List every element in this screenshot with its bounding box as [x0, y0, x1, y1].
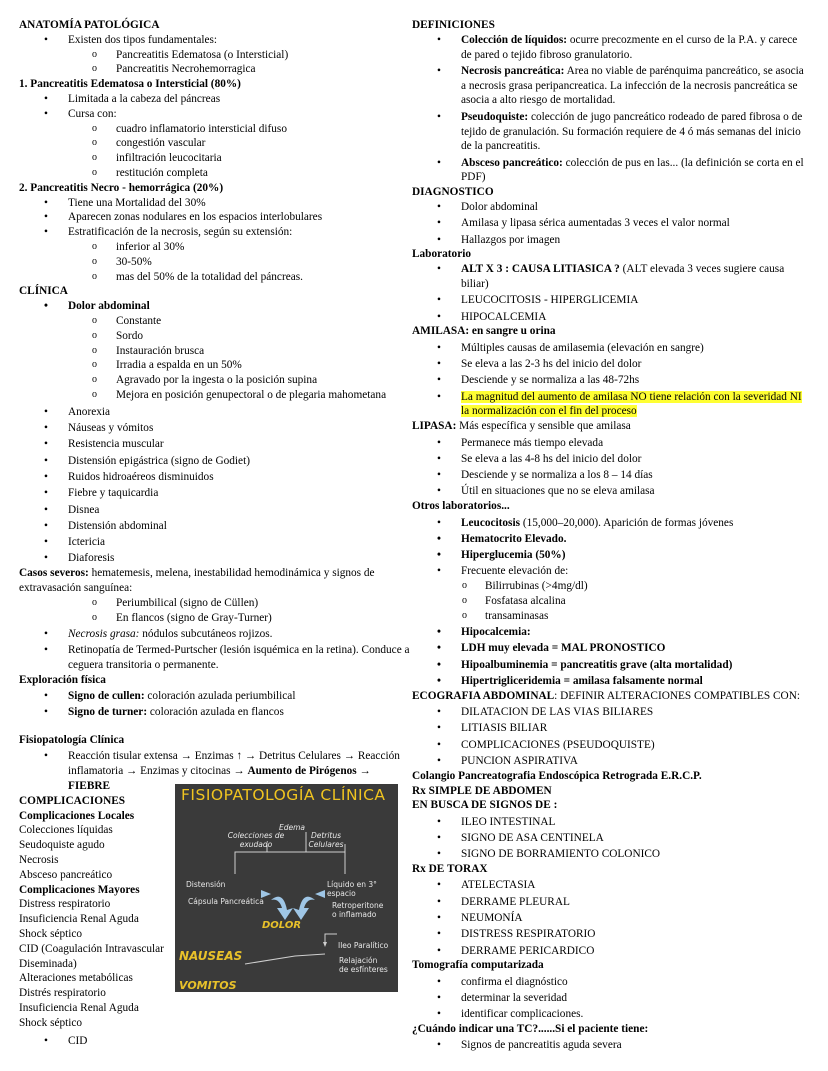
list-item: • Náuseas y vómitos [19, 421, 411, 436]
figure-label-liquido: Líquido en 3° espacio [327, 880, 377, 898]
list-item: • SIGNO DE BORRAMIENTO COLONICO [412, 847, 810, 862]
lipasa-line [412, 419, 810, 434]
list-item: o Fosfatasa alcalina [412, 594, 810, 609]
list-item: • Amilasa y lipasa sérica aumentadas 3 veces el valor normal [412, 216, 810, 231]
turner-label: Signo de turner: [68, 706, 148, 719]
list-item: o Instauración brusca [19, 344, 411, 359]
list-item: • Aparecen zonas nodulares en los espacios interlobulares [19, 210, 411, 225]
list-item: • Se eleva a las 4-8 hs del inicio del dolor [412, 452, 810, 467]
fisiopatologia-text: Reacción tisular extensa → Enzimas ↑ → Detritus Celulares → Reacción inflamatoria → Enzimas y citocinas → [68, 750, 400, 778]
list-item: • Anorexia [19, 405, 411, 420]
list-item: • Permanece más tiempo elevada [412, 436, 810, 451]
list-item: • DISTRESS RESPIRATORIO [412, 927, 810, 942]
list-item: o 30-50% [19, 255, 411, 270]
highlighted-text: La magnitud del aumento de amilasa NO tiene relación con la severidad NI la normalización con el fin del proceso [461, 390, 802, 418]
tomografia-heading: Tomografía computarizada [412, 959, 544, 972]
list-item [19, 705, 411, 720]
list-item: o inferior al 30% [19, 240, 411, 255]
list-item: o restitución completa [19, 166, 411, 181]
right-column [412, 18, 810, 1053]
figure-label-ileo: Ileo Paralítico [338, 941, 389, 950]
list-item: • PUNCION ASPIRATIVA [412, 754, 810, 769]
list-item: • Distensión epigástrica (signo de Godiet) [19, 454, 411, 469]
list-item: Seudoquiste agudo [19, 839, 105, 852]
figure-label-detritus: Detritus Celulares [308, 831, 344, 849]
laboratorio-heading: Laboratorio [412, 248, 471, 261]
list-item: • Múltiples causas de amilasemia (elevación en sangre) [412, 341, 810, 356]
rx-abdomen-heading: Rx SIMPLE DE ABDOMEN [412, 784, 552, 797]
ecografia-label: ECOGRAFIA ABDOMINAL [412, 689, 555, 702]
list-item: • LEUCOCITOSIS - HIPERGLICEMIA [412, 293, 810, 308]
list-item: Colecciones líquidas [19, 824, 113, 837]
list-item: o Agravado por la ingesta o la posición supina [19, 373, 411, 388]
connector-line [235, 852, 267, 874]
list-item: o Mejora en posición genupectoral o de plegaria mahometana [19, 388, 411, 403]
list-item: • DERRAME PERICARDICO [412, 944, 810, 959]
list-item: Distrés respiratorio [19, 987, 106, 1000]
list-item: o Periumbilical (signo de Cüllen) [19, 596, 411, 611]
def-text: colección de jugo pancreático rodeado de pared fibrosa o de tejido de granulación. Su formación requiere de 4 ó más semanas del inicio de la pancreatitis. [461, 110, 803, 153]
list-item: o transaminasas [412, 609, 810, 624]
complicaciones-heading: COMPLICACIONES [19, 794, 126, 807]
list-item: • identificar complicaciones. [412, 1007, 810, 1022]
list-item: • DERRAME PLEURAL [412, 895, 810, 910]
leucocitosis-text: (15,000–20,000). Aparición de formas jóvenes [520, 516, 734, 529]
arrow-right [293, 897, 315, 920]
exploracion-heading: Exploración física [19, 673, 106, 686]
def-text: colección de pus en las... (la definición se corta en el PDF) [461, 156, 804, 184]
list-item: Shock séptico [19, 928, 83, 941]
figure-label-dolor: DOLOR [262, 920, 302, 931]
connector-line [245, 954, 325, 964]
rx-abdomen-subheading: EN BUSCA DE SIGNOS DE : [412, 799, 558, 812]
list-item: • Dolor abdominal [19, 299, 411, 314]
figure-label-vomitos: VOMITOS [179, 979, 237, 992]
list-item: • Hipocalcemia: [412, 625, 810, 640]
def-text: Area no viable de parénquima pancreático, se asocia a necrosis grasa peripancreatica. La infección de la necrosis pancreática se asocia a alto riesgo de mortalidad. [461, 64, 804, 107]
list-item: Insuficiencia Renal Aguda [19, 913, 139, 926]
def-label: Pseudoquiste: [461, 110, 529, 123]
list-item [412, 110, 810, 154]
list-item: • determinar la severidad [412, 991, 810, 1006]
arrow-small-right [315, 890, 325, 898]
necrosis-grasa-label: Necrosis grasa: [68, 627, 140, 640]
list-item: • Signos de pancreatitis aguda severa [412, 1038, 810, 1053]
list-item: • Frecuente elevación de: [412, 564, 810, 579]
list-item: Shock séptico [19, 1016, 83, 1029]
list-item: • Retinopatía de Termed-Purtscher (lesión isquémica en la retina). Conduce a ceguera transitoria o permanente. [19, 643, 411, 673]
necrohemorragica-heading: 2. Pancreatitis Necro - hemorrágica (20%) [19, 181, 224, 194]
cullen-label: Signo de cullen: [68, 690, 145, 703]
anatomia-heading: ANATOMÍA PATOLÓGICA [19, 19, 160, 31]
list-item: • Tiene una Mortalidad del 30% [19, 196, 411, 211]
arrow-head [323, 942, 327, 947]
list-item [412, 33, 810, 63]
list-item: Necrosis [19, 854, 59, 867]
casos-severos-text: hematemesis, melena, inestabilidad hemodinámica y signos de extravasación sanguínea: [19, 567, 375, 594]
def-label: Colección de líquidos: [461, 33, 568, 46]
list-item: • COMPLICACIONES (PSEUDOQUISTE) [412, 738, 810, 753]
casos-severos [19, 566, 411, 596]
ecografia-text: : DEFINIR ALTERACIONES COMPATIBLES CON: [554, 689, 801, 702]
list-item: • HIPOCALCEMIA [412, 310, 810, 325]
figure-label-retroperitoneo: Retroperitone o inflamado [332, 901, 384, 919]
list-item: • Dolor abdominal [412, 200, 810, 215]
list-item: • SIGNO DE ASA CENTINELA [412, 831, 810, 846]
list-item: • ATELECTASIA [412, 878, 810, 893]
list-item: o En flancos (signo de Gray-Turner) [19, 611, 411, 626]
list-item: • NEUMONÍA [412, 911, 810, 926]
def-label: Absceso pancreático: [461, 156, 563, 169]
list-item: Absceso pancreático [19, 868, 113, 881]
list-item: • Existen dos tipos fundamentales: [19, 33, 411, 48]
list-item: o Bilirrubinas (>4mg/dl) [412, 579, 810, 594]
list-item: o infiltración leucocitaria [19, 151, 411, 166]
list-item: Alteraciones metabólicas [19, 972, 133, 985]
list-item: • Hiperglucemia (50%) [412, 548, 810, 563]
list-item [412, 64, 810, 108]
leucocitosis-label: Leucocitosis [461, 516, 520, 529]
rx-torax-heading: Rx DE TORAX [412, 863, 488, 876]
list-item: • Ictericia [19, 535, 411, 550]
fisiopatologia-bold: Aumento de Pirógenos → FIEBRE [68, 765, 371, 793]
tc-question: ¿Cuándo indicar una TC?......Si el paciente tiene: [412, 1023, 649, 1035]
figure-title: FISIOPATOLOGÍA CLÍNICA [181, 786, 386, 804]
list-item: o Constante [19, 314, 411, 329]
list-item: o cuadro inflamatorio intersticial difuso [19, 122, 411, 137]
lipasa-label: LIPASA: [412, 420, 457, 433]
list-item: • Estratificación de la necrosis, según su extensión: [19, 225, 411, 240]
amilasa-heading: AMILASA: en sangre u orina [412, 325, 556, 338]
arrow-left [271, 897, 293, 920]
figure-label-capsula: Cápsula Pancreática [188, 897, 264, 906]
list-item: • LITIASIS BILIAR [412, 721, 810, 736]
def-text: ocurre precozmente en el curso de la P.A. y carece de pared o tejido fibroso granulatorio. [461, 33, 798, 61]
turner-text: coloración azulada en flancos [147, 706, 284, 719]
list-item: o congestión vascular [19, 136, 411, 151]
list-item [412, 516, 810, 531]
list-item: • Hematocrito Elevado. [412, 532, 810, 547]
edematosa-heading: 1. Pancreatitis Edematosa o Intersticial (80%) [19, 78, 241, 91]
list-item: • Hipoalbuminemia = pancreatitis grave (alta mortalidad) [412, 658, 810, 673]
list-item: • ILEO INTESTINAL [412, 815, 810, 830]
ercp-heading: Colangio Pancreatografia Endoscópica Retrograda E.R.C.P. [412, 769, 702, 782]
list-item: • DILATACION DE LAS VIAS BILIARES [412, 705, 810, 720]
list-item: • LDH muy elevada = MAL PRONOSTICO [412, 641, 810, 656]
list-item: • Resistencia muscular [19, 437, 411, 452]
list-item: o mas del 50% de la totalidad del páncreas. [19, 270, 411, 285]
figure-label-colecciones: Colecciones de exudado [227, 831, 285, 849]
necrosis-grasa-text: nódulos subcutáneos rojizos. [139, 627, 273, 640]
list-item: • Ruidos hidroaéreos disminuidos [19, 470, 411, 485]
list-item [412, 390, 810, 420]
list-item: • Cursa con: [19, 107, 411, 122]
list-item: o Pancreatitis Edematosa (o Intersticial) [19, 48, 411, 63]
list-item: o Irradia a espalda en un 50% [19, 358, 411, 373]
complicaciones-locales-heading: Complicaciones Locales [19, 809, 135, 822]
figure-label-relajacion: Relajación de esfínteres [339, 956, 388, 974]
list-item [412, 262, 810, 292]
list-item [19, 627, 411, 642]
list-item: • Distensión abdominal [19, 519, 411, 534]
list-item: o Pancreatitis Necrohemorragica [19, 62, 411, 77]
list-item [412, 156, 810, 186]
figure-label-distension: Distensión [186, 880, 226, 889]
casos-severos-label: Casos severos: [19, 567, 89, 580]
list-item: • confirma el diagnóstico [412, 975, 810, 990]
list-item: • Diaforesis [19, 551, 411, 566]
list-item: • Hipertrigliceridemia = amilasa falsamente normal [412, 674, 810, 689]
cullen-text: coloración azulada periumbilical [144, 690, 296, 703]
list-item: • Disnea [19, 503, 411, 518]
list-item: • Limitada a la cabeza del páncreas [19, 92, 411, 107]
list-item: • CID [19, 1034, 174, 1049]
diagnostico-heading: DIAGNOSTICO [412, 186, 494, 199]
lab-label: ALT X 3 : CAUSA LITIASICA ? [461, 263, 620, 276]
list-item: • Se eleva a las 2-3 hs del inicio del dolor [412, 357, 810, 372]
fisiopatologia-heading: Fisiopatología Clínica [19, 734, 125, 747]
list-item [19, 689, 411, 704]
lab-text: (ALT elevada 3 veces sugiere causa biliar) [461, 263, 785, 291]
otros-lab-heading: Otros laboratorios... [412, 500, 510, 513]
list-item: • Desciende y se normaliza a las 48-72hs [412, 373, 810, 388]
list-item: • Fiebre y taquicardia [19, 486, 411, 501]
fisiopatologia-figure [175, 784, 398, 992]
definiciones-heading: DEFINICIONES [412, 19, 495, 31]
list-item: • Hallazgos por imagen [412, 233, 810, 248]
clinica-heading: CLÍNICA [19, 285, 68, 298]
ecografia-line [412, 689, 810, 704]
figure-label-nauseas: NAUSEAS [179, 949, 243, 963]
list-item: o Sordo [19, 329, 411, 344]
list-item: Distress respiratorio [19, 898, 111, 911]
lipasa-text: Más específica y sensible que amilasa [456, 420, 631, 433]
list-item: CID (Coagulación Intravascular Diseminada) [19, 942, 164, 970]
list-item: • Desciende y se normaliza a los 8 – 14 días [412, 468, 810, 483]
list-item: Insuficiencia Renal Aguda [19, 1002, 139, 1014]
list-item: • Útil en situaciones que no se eleva amilasa [412, 484, 810, 499]
complicaciones-mayores-heading: Complicaciones Mayores [19, 883, 140, 896]
def-label: Necrosis pancreática: [461, 64, 565, 77]
figure-label-edema: Edema [279, 823, 306, 832]
